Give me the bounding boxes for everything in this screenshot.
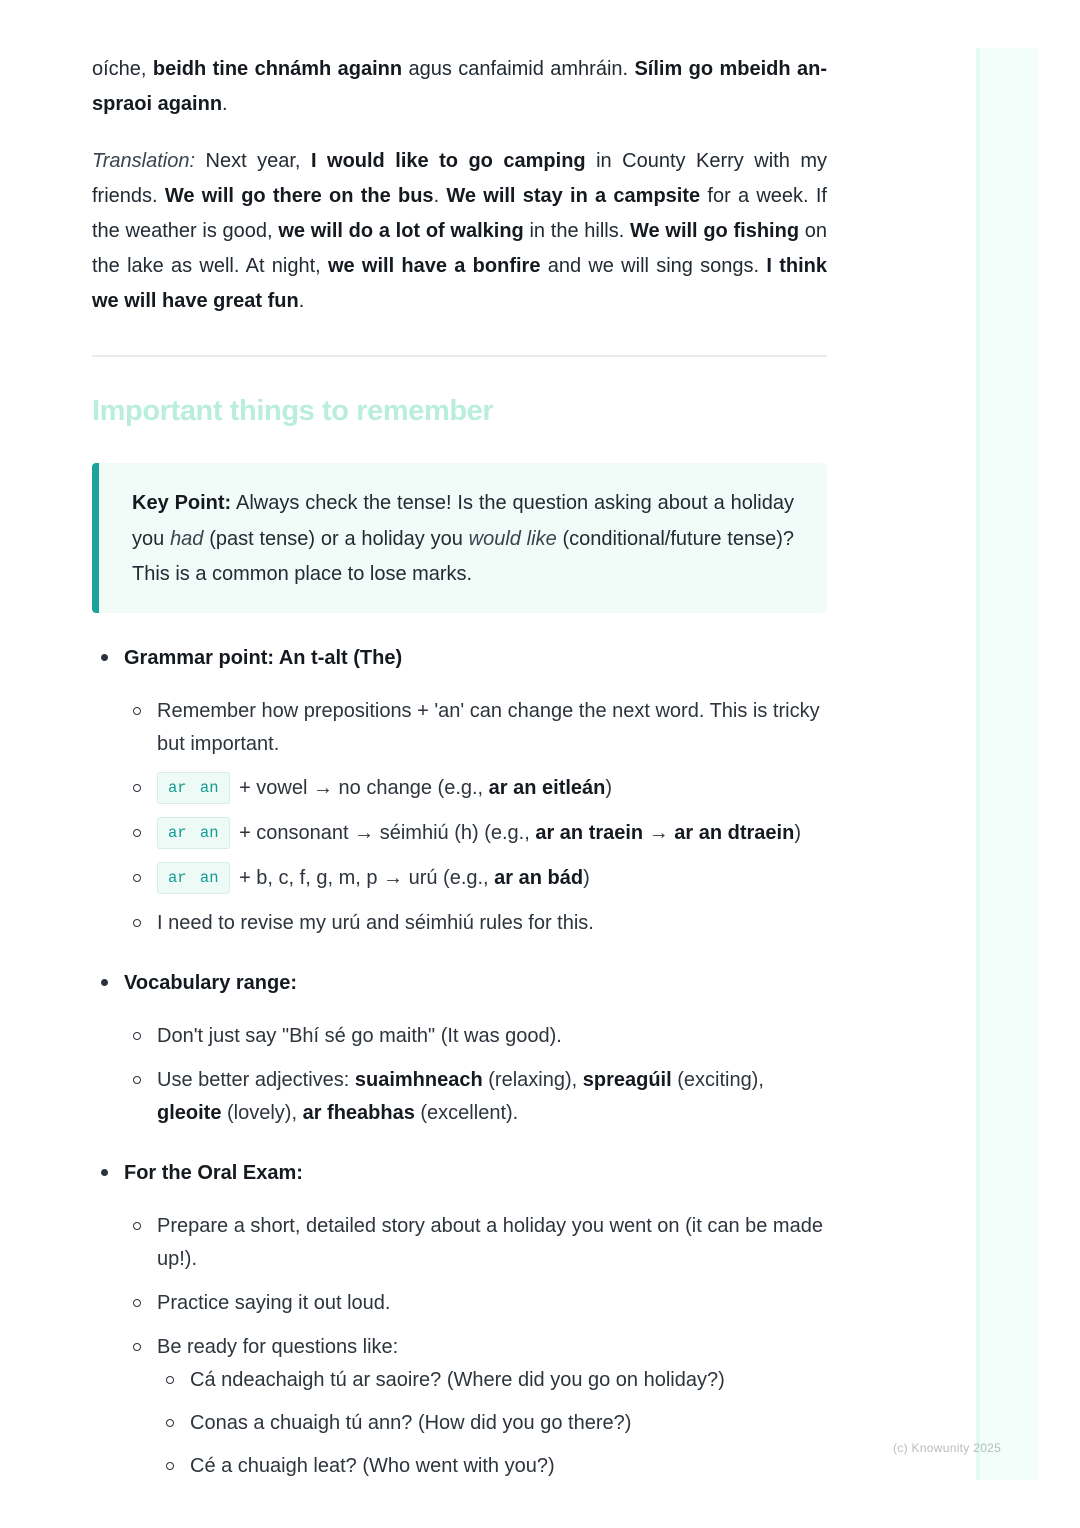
circle-bullet-icon	[133, 1343, 141, 1351]
document-content	[92, 52, 827, 1511]
oral-exam-sublist	[124, 1210, 827, 1483]
list-item-oral-exam	[92, 1158, 827, 1483]
grammar-sublist	[124, 695, 827, 940]
bullet-icon	[101, 654, 108, 661]
sidebar-strip	[976, 48, 1038, 1480]
bullet-icon	[101, 979, 108, 986]
circle-bullet-icon	[133, 874, 141, 882]
list-item: Remember how prepositions + 'an' can change the next word. This is tricky but important.	[124, 695, 827, 761]
list-item: Don't just say "Bhí sé go maith" (It was good).	[124, 1020, 827, 1053]
circle-bullet-icon	[133, 919, 141, 927]
bullet-icon	[101, 1169, 108, 1176]
list-item-rule-vowel: ar an + vowel → no change (e.g., ar an eitleán)	[124, 772, 827, 805]
code-snippet: ar an	[157, 772, 230, 804]
horizontal-divider	[92, 355, 827, 357]
code-snippet: ar an	[157, 862, 230, 894]
list-item-vocabulary	[92, 968, 827, 1130]
list-item-question: Cá ndeachaigh tú ar saoire? (Where did you go on holiday?)	[157, 1364, 827, 1397]
circle-bullet-icon	[133, 1032, 141, 1040]
key-point-text: Key Point: Always check the tense! Is the question asking about a holiday you had (past tense) or a holiday you would like (conditional/future tense)? This is a common place to lose marks.	[132, 492, 794, 585]
circle-bullet-icon	[133, 1222, 141, 1230]
list-item: Prepare a short, detailed story about a holiday you went on (it can be made up!).	[124, 1210, 827, 1276]
oral-exam-title: For the Oral Exam:	[124, 1161, 303, 1184]
circle-bullet-icon	[166, 1419, 174, 1427]
list-item: Use better adjectives: suaimhneach (relaxing), spreagúil (exciting), gleoite (lovely), ar fheabhas (excellent).	[124, 1064, 827, 1130]
list-item: Be ready for questions like: Cá ndeachaigh tú ar saoire? (Where did you go on holiday?) Conas a chuaigh tú ann? (How did you go there?) Cé a chuaigh leat? (Who went with you?)	[124, 1331, 827, 1483]
tips-list	[92, 643, 827, 1483]
circle-bullet-icon	[133, 1299, 141, 1307]
grammar-title: Grammar point: An t-alt (The)	[124, 646, 403, 669]
irish-paragraph: oíche, beidh tine chnámh againn agus canfaimid amhráin. Sílim go mbeidh an-spraoi againn.	[92, 58, 827, 115]
list-item: Practice saying it out loud.	[124, 1287, 827, 1320]
section-heading: Important things to remember	[92, 395, 494, 427]
code-snippet: ar an	[157, 817, 230, 849]
list-item-question: Cé a chuaigh leat? (Who went with you?)	[157, 1450, 827, 1483]
circle-bullet-icon	[133, 707, 141, 715]
circle-bullet-icon	[166, 1376, 174, 1384]
list-item-rule-uru: ar an + b, c, f, g, m, p → urú (e.g., ar an bád)	[124, 862, 827, 895]
list-item-rule-consonant: ar an + consonant → séimhiú (h) (e.g., ar an traein → ar an dtraein)	[124, 817, 827, 850]
footer-copyright: (c) Knowunity 2025	[893, 1441, 1002, 1455]
circle-bullet-icon	[166, 1462, 174, 1470]
vocabulary-title: Vocabulary range:	[124, 971, 298, 994]
translation-label: Translation:	[92, 150, 196, 172]
list-item: I need to revise my urú and séimhiú rules for this.	[124, 907, 827, 940]
circle-bullet-icon	[133, 1076, 141, 1084]
list-item-question: Conas a chuaigh tú ann? (How did you go there?)	[157, 1407, 827, 1440]
questions-sublist	[157, 1364, 827, 1483]
vocabulary-sublist	[124, 1020, 827, 1130]
key-point-callout	[92, 463, 827, 613]
translation-paragraph: Translation: Next year, I would like to go camping in County Kerry with my friends. We will go there on the bus. We will stay in a campsite for a week. If the weather is good, we will do a lot of walking in the hills. We will go fishing on the lake as well. At night, we will have a bonfire and we will sing songs. I think we will have great fun.	[92, 150, 827, 312]
list-item-grammar	[92, 643, 827, 940]
circle-bullet-icon	[133, 829, 141, 837]
circle-bullet-icon	[133, 784, 141, 792]
